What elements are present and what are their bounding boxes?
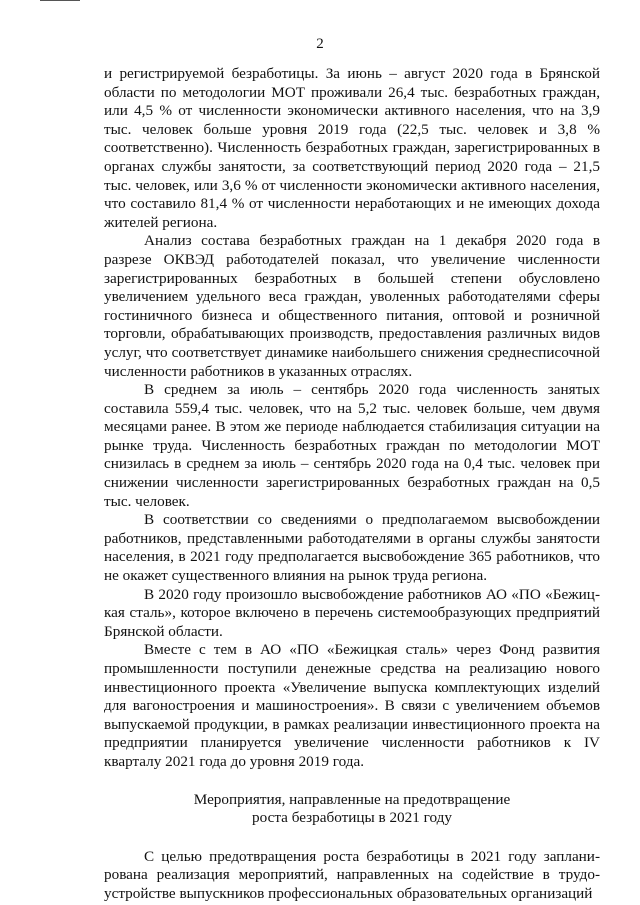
paragraph-measures-intro: С целью предотвращения роста безработицы в 2021 году запланирована реализация мероприятий, направленных на содействие в трудоустройстве выпускников профессиональных образовательных организаций <box>104 847 600 902</box>
section-heading-line-1: Мероприятия, направленные на предотвращение <box>193 790 511 808</box>
paragraph-planned-layoffs: В соответствии со сведениями о предполагаемом высвобождении работников, представленными работодателями в органы службы занятости населения, в 2021 году предполагается высвобождение 365 работников, что не окажет существенного влияния на рынок труда региона. <box>104 511 600 585</box>
top-rule <box>40 0 80 1</box>
page-number: 2 <box>316 36 324 52</box>
paragraph-okved-analysis: Анализ состава безработных граждан на 1 декабря 2020 года в разрезе ОКВЭД работодателей показал, что увеличение численности зарегистрированных безработных в большей степени обусловлено увеличением удельного веса граждан, уволенных работодателями сферы гостиничного бизнеса и общественного питания, оптовой и розничной торговли, обрабатывающих производств, предоставления различных видов услуг, что соответствует динамике наибольшего снижения среднесписочной численности работников в указанных отраслях. <box>104 232 600 380</box>
paragraph-investment-project: Вместе с тем в АО «ПО «Бежицкая сталь» через Фонд развития промышленности поступили денежные средства на реализацию нового инвестиционного проекта «Увеличение выпуска комплектующих изделий для вагоностроения и машиностроения». В связи с увеличением объемов выпускаемой продукции, в рамках реализации инвестиционного проекта на предприятии планируется увеличение численности работников к IV кварталу 2021 года до уровня 2019 года. <box>104 641 600 770</box>
paragraph-unemployment-stats: и регистрируемой безработицы. За июнь – август 2020 года в Брянской области по методологии МОТ проживали 26,4 тыс. безработных граждан, или 4,5 % от численности экономически активного населения, что на 3,9 тыс. человек больше уровня 2019 года (22,5 тыс. человек и 3,8 % соответственно). Численность безработных граждан, зарегистрированных в органах службы занятости, за соответствующий период 2020 года – 21,5 тыс. человек, или 3,6 % от численности экономически активного населения, что составило 81,4 % от численности неработающих и не имеющих дохода жителей региона. <box>104 65 600 231</box>
paragraph-bezhitskaya-layoff: В 2020 году произошло высвобождение работников АО «ПО «Бежицкая сталь», которое включено в перечень системообразующих предприятий Брянской области. <box>104 585 600 640</box>
section-heading <box>104 791 600 828</box>
section-heading-line-2: роста безработицы в 2021 году <box>252 809 452 827</box>
paragraph-employment-q3: В среднем за июль – сентябрь 2020 года численность занятых составила 559,4 тыс. человек, что на 5,2 тыс. человек больше, чем двумя месяцами ранее. В этом же периоде наблюдается стабилизация ситуации на рынке труда. Численность безработных граждан по методологии МОТ снизилась в среднем за июль – сентябрь 2020 года на 0,4 тыс. человек при снижении численности зарегистрированных безработных граждан на 0,5 тыс. человек. <box>104 381 600 510</box>
document-body <box>104 65 600 904</box>
